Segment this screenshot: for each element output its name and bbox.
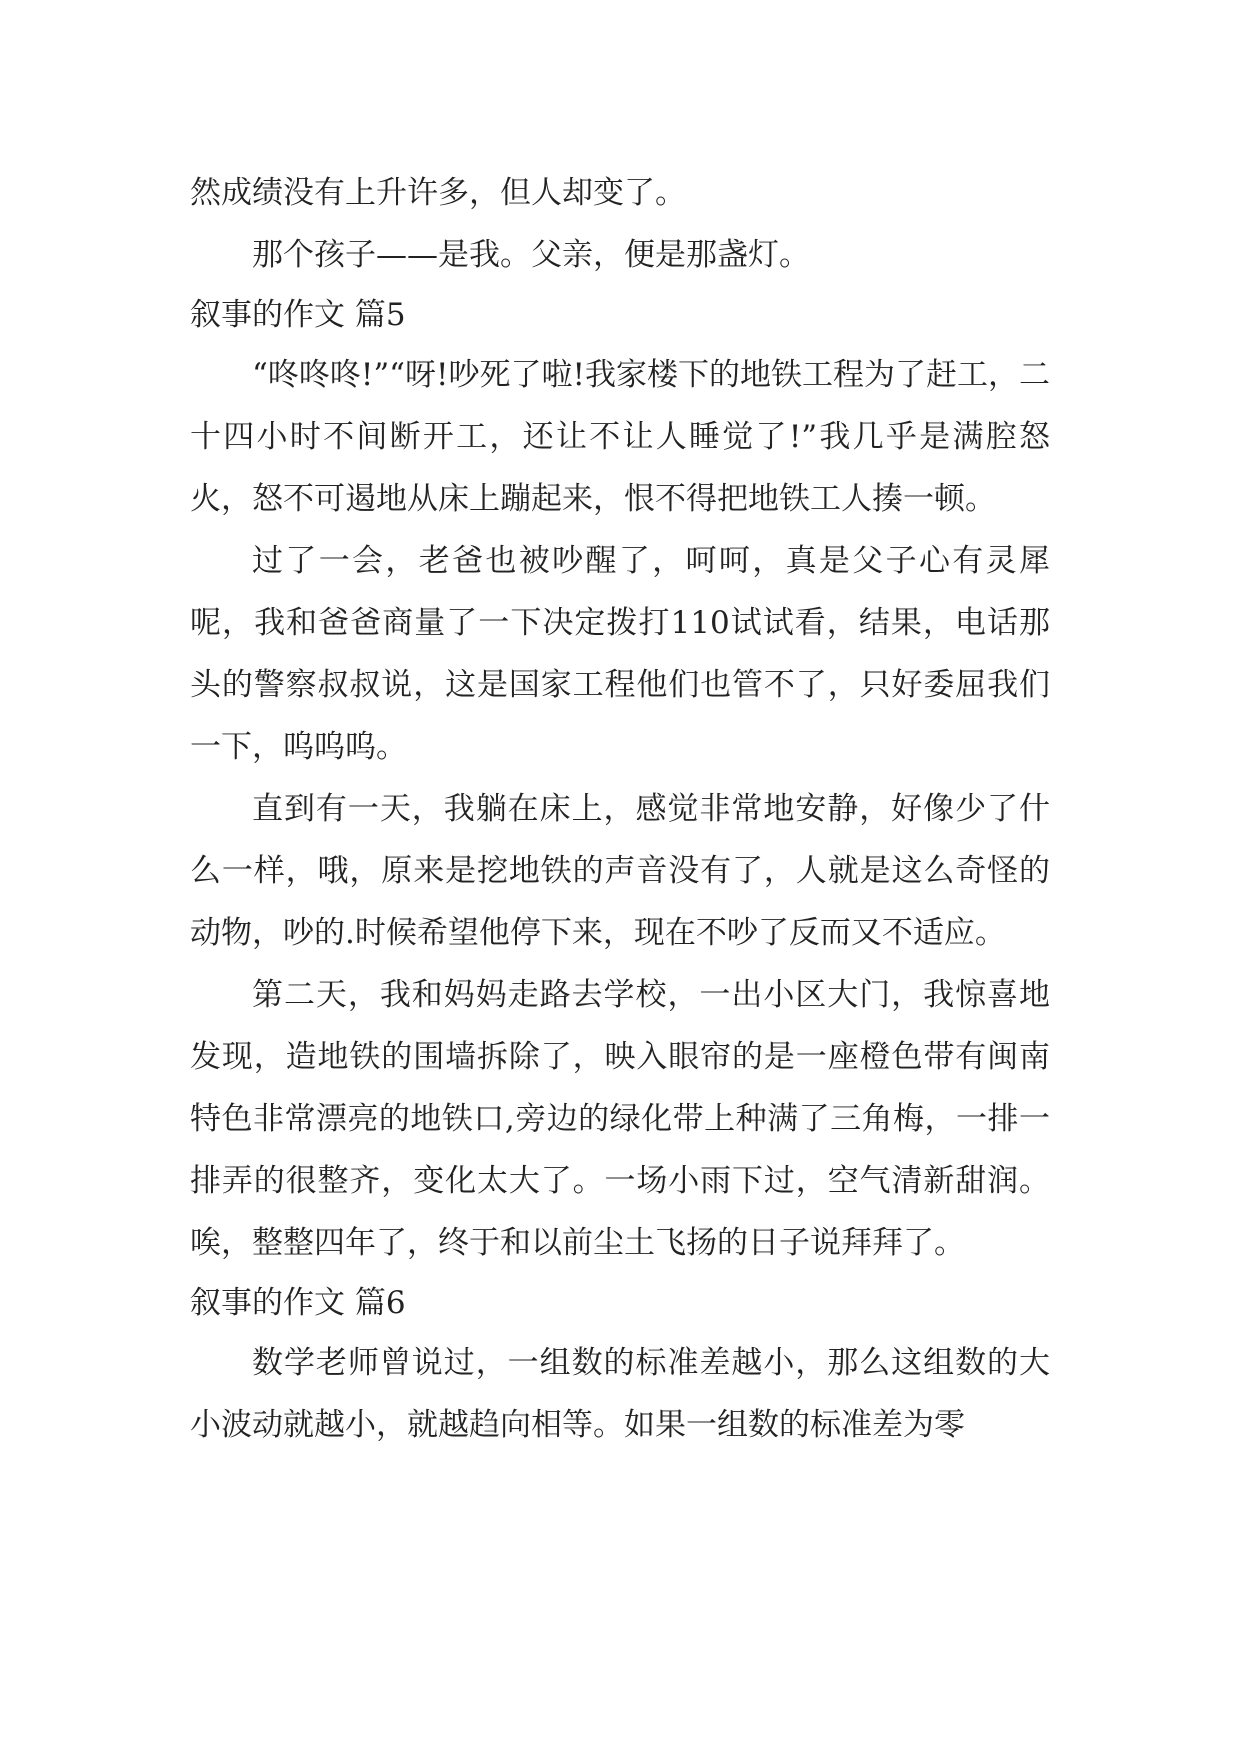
paragraph: 第二天，我和妈妈走路去学校，一出小区大门，我惊喜地发现，造地铁的围墙拆除了，映入眼帘的是一座橙色带有闽南特色非常漂亮的地铁口,旁边的绿化带上种满了三角梅，一排一排弄的很整齐，变化太大了。一场小雨下过，空气清新甜润。唉，整整四年了，终于和以前尘土飞扬的日子说拜拜了。 [190, 977, 1050, 1261]
paragraph: 那个孩子——是我。父亲，便是那盏灯。 [252, 237, 810, 273]
paragraph-truncated: 数学老师曾说过，一组数的标准差越小，那么这组数的大小波动就越小，就越趋向相等。如果一组数的标准差为零 [190, 1345, 1050, 1443]
paragraph: 直到有一天，我躺在床上，感觉非常地安静，好像少了什么一样，哦，原来是挖地铁的声音没有了，人就是这么奇怪的动物，吵的.时候希望他停下来，现在不吵了反而又不适应。 [190, 791, 1050, 951]
paragraph: “咚咚咚!”“呀!吵死了啦!我家楼下的地铁工程为了赶工，二十四小时不间断开工，还让不让人睡觉了!”我几乎是满腔怒火，怒不可遏地从床上蹦起来，恨不得把地铁工人揍一顿。 [190, 357, 1050, 517]
document-body [190, 162, 1050, 1456]
section-heading-6: 叙事的作文 篇6 [190, 1285, 406, 1321]
paragraph-continued: 然成绩没有上升许多，但人却变了。 [190, 175, 686, 211]
paragraph: 过了一会，老爸也被吵醒了，呵呵，真是父子心有灵犀呢，我和爸爸商量了一下决定拨打110试试看，结果，电话那头的警察叔叔说，这是国家工程他们也管不了，只好委屈我们一下，呜呜呜。 [190, 543, 1050, 765]
section-heading-5: 叙事的作文 篇5 [190, 297, 406, 333]
